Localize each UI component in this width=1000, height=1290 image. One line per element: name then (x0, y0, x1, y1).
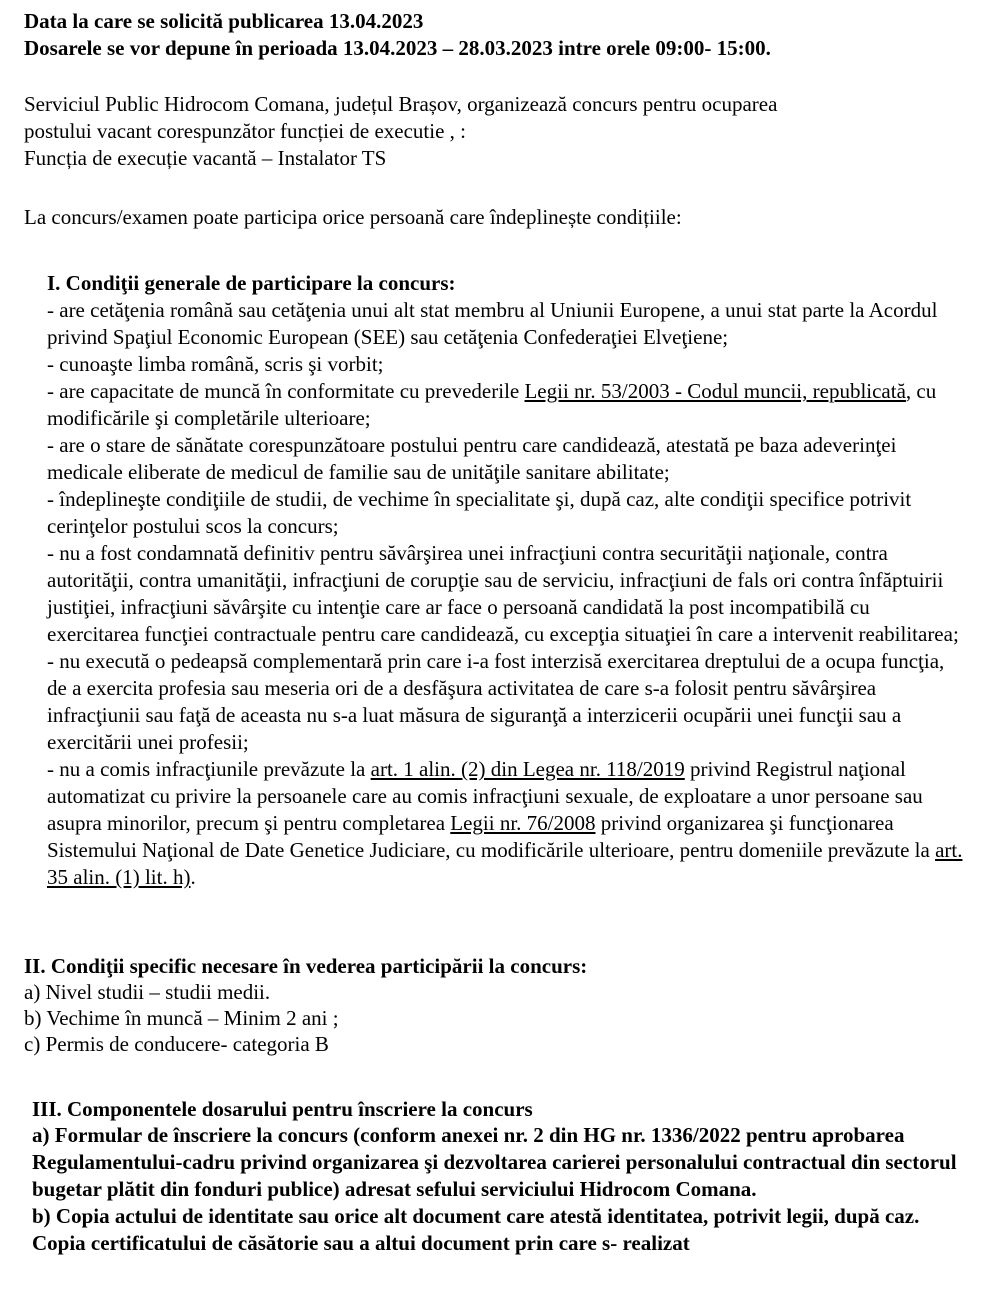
list-item: - cunoaşte limba română, scris şi vorbit; (47, 352, 384, 376)
intro-line-3: Funcția de execuție vacantă – Instalator TS (24, 146, 387, 170)
intro-paragraph (24, 91, 777, 172)
section-title: II. Condiţii specific necesare în vederea participării la concurs: (24, 954, 588, 978)
list-item: - nu execută o pedeapsă complementară prin care i-a fost interzisă exercitarea dreptului de a ocupa funcţia, de a exercita profesia sau meseria ori de a desfăşura activitatea de care s-a folosit pentru săvârşirea infracţiunii sau faţă de aceasta nu s-a luat măsura de siguranţă a interzicerii ocupării unei funcţii sau a exercitării unei profesii; (47, 649, 945, 754)
section-specific-conditions (24, 953, 587, 1057)
item-text: privind organizarea şi funcţionarea Sistemului Naţional de Date Genetice Judiciare, cu modificările ulterioare, pentru domeniile prevăzute la (47, 811, 936, 862)
publication-header (24, 8, 771, 62)
law-link[interactable]: Legii nr. 53/2003 - Codul muncii, republicată (524, 379, 906, 403)
item-text: privind Registrul naţional automatizat cu privire la persoanele care au comis infracţiuni sexuale, de exploatare a unor persoane sau asupra minorilor, precum şi pentru completarea (47, 757, 923, 835)
list-item: a) Nivel studii – studii medii. (24, 980, 271, 1004)
law-link[interactable]: art. 1 alin. (2) din Legea nr. 118/2019 (370, 757, 685, 781)
list-item (47, 756, 967, 891)
section-title: III. Componentele dosarului pentru înscriere la concurs (32, 1097, 533, 1121)
publication-date-line: Data la care se solicită publicarea 13.04.2023 (24, 9, 424, 33)
lead-sentence: La concurs/examen poate participa orice persoană care îndeplinește condițiile: (24, 205, 682, 229)
list-item: b) Copia actului de identitate sau orice alt document care atestă identitatea, potrivit legii, după caz. Copia certificatului de căsătorie sau a altui document prin care s- realizat (32, 1204, 920, 1255)
section-general-conditions (47, 270, 967, 891)
section-dossier-components (32, 1096, 972, 1257)
section-title: I. Condiţii generale de participare la concurs: (47, 271, 456, 295)
intro-line-1: Serviciul Public Hidrocom Comana, județul Brașov, organizează concurs pentru ocuparea (24, 92, 778, 116)
intro-line-2: postului vacant corespunzător funcției de executie , : (24, 119, 466, 143)
list-item: - are cetăţenia română sau cetăţenia unui alt stat membru al Uniunii Europene, a unui stat parte la Acordul privind Spaţiul Economic European (SEE) sau cetăţenia Confederaţiei Elveţiene; (47, 298, 938, 349)
law-link[interactable]: art. 35 alin. (1) lit. h) (47, 838, 963, 889)
list-item (47, 378, 967, 432)
list-item: c) Permis de conducere- categoria B (24, 1032, 329, 1056)
list-item: a) Formular de înscriere la concurs (conform anexei nr. 2 din HG nr. 1336/2022 pentru aprobarea Regulamentului-cadru privind organizarea şi dezvoltarea carierei personalului contractual din sectorul bugetar plătit din fonduri publice) adresat sefului serviciului Hidrocom Comana. (32, 1123, 957, 1201)
item-text: - are capacitate de muncă în conformitate cu prevederile (47, 379, 525, 403)
list-item: b) Vechime în muncă – Minim 2 ani ; (24, 1006, 339, 1030)
item-text: - nu a comis infracţiunile prevăzute la (47, 757, 371, 781)
list-item: - nu a fost condamnată definitiv pentru săvârşirea unei infracţiuni contra securităţii naţionale, contra autorităţii, contra umanităţii, infracţiuni de corupţie sau de serviciu, infracţiuni de fals ori contra înfăptuirii justiţiei, infracţiuni săvârşite cu intenţie care ar face o persoană candidată la post incompatibilă cu exercitarea funcţiei contractuale pentru care candidează, cu excepţia situaţiei în care a intervenit reabilitarea; (47, 541, 959, 646)
law-link[interactable]: Legii nr. 76/2008 (450, 811, 596, 835)
submission-period-line: Dosarele se vor depune în perioada 13.04.2023 – 28.03.2023 intre orele 09:00- 15:00. (24, 36, 771, 60)
list-item: - îndeplineşte condiţiile de studii, de vechime în specialitate şi, după caz, alte condiţii specifice potrivit cerinţelor postului scos la concurs; (47, 487, 912, 538)
item-text: . (190, 865, 196, 889)
item-text: , cu modificările şi completările ulterioare; (47, 379, 937, 430)
list-item: - are o stare de sănătate corespunzătoare postului pentru care candidează, atestată pe baza adeverinţei medicale eliberate de medicul de familie sau de unităţile sanitare abilitate; (47, 433, 897, 484)
